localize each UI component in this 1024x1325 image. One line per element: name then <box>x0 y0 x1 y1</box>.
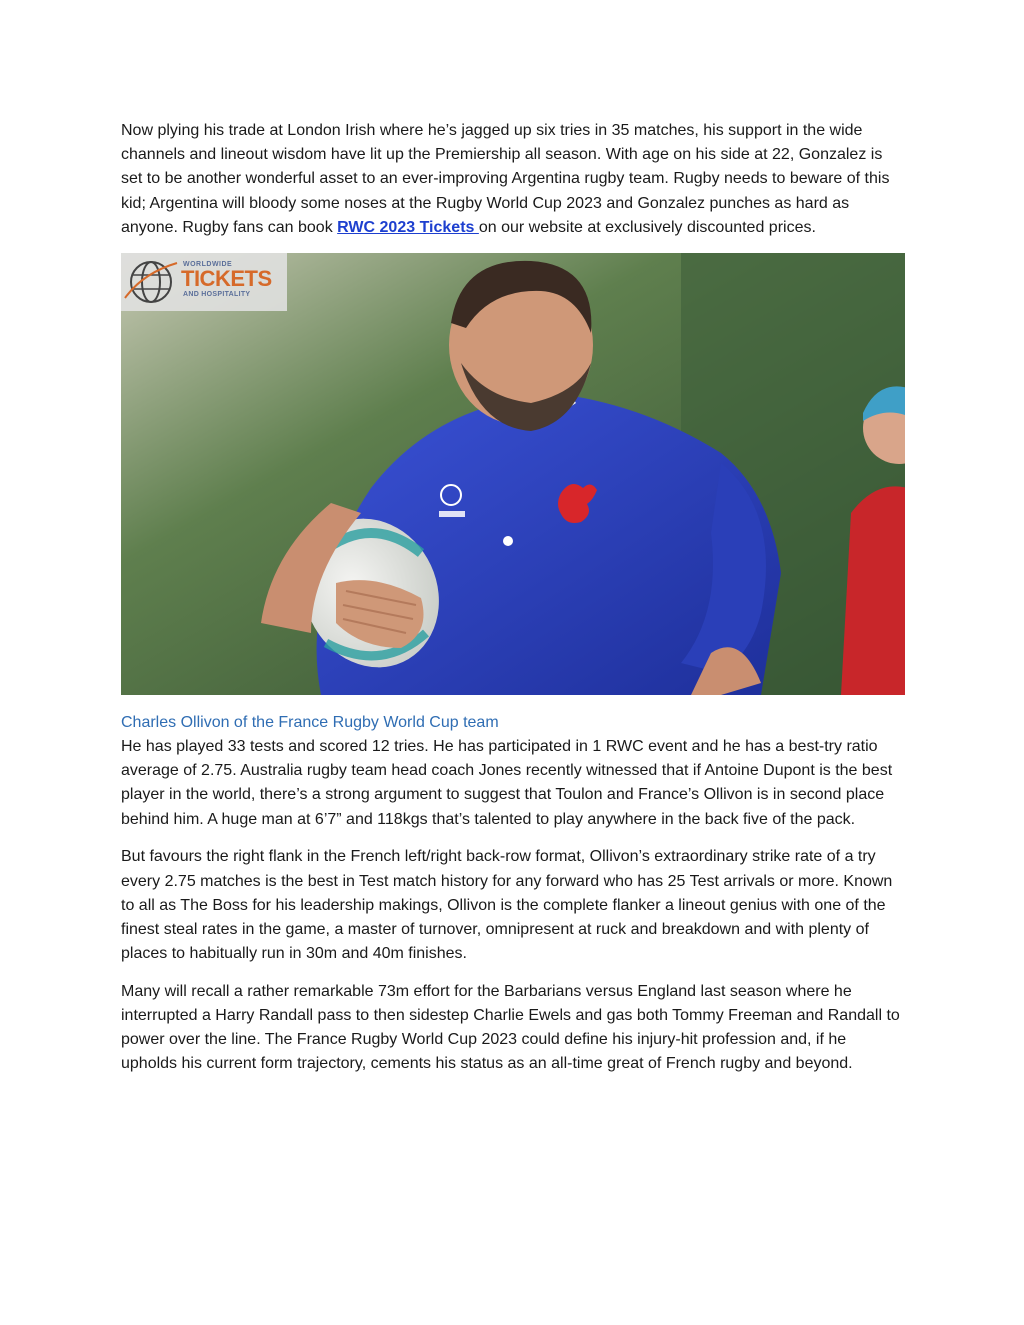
worldwide-tickets-logo <box>121 253 287 311</box>
logo-line-3: AND HOSPITALITY <box>183 291 251 299</box>
paragraph-1: He has played 33 tests and scored 12 tries. He has participated in 1 RWC event and he has a best-try ratio average of 2.75. Australia rugby team head coach Jones recently witnessed that if Antoine Dupont is the best player in the world, there’s a strong argument to suggest that Toulon and France’s Ollivon is in second place behind him. A huge man at 6’7” and 118kgs that’s talented to play anywhere in the back five of the pack. <box>121 738 893 828</box>
rwc-tickets-link[interactable]: RWC 2023 Tickets <box>337 218 479 236</box>
player-photo-illustration <box>121 253 905 695</box>
intro-paragraph <box>121 119 905 240</box>
document-page <box>121 119 905 1077</box>
paragraph-3: Many will recall a rather remarkable 73m effort for the Barbarians versus England last season where he interrupted a Harry Randall pass to then sidestep Charlie Ewels and gas both Tommy Freeman and Randall to power over the line. The France Rugby World Cup 2023 could define his injury-hit profession and, if he upholds his current form trajectory, cements his status as an all-time great of French rugby and beyond. <box>121 982 900 1073</box>
intro-text: Now plying his trade at London Irish where he’s jagged up six tries in 35 matches, his support in the wide channels and lineout wisdom have lit up the Premiership all season. With age on his side at 22, Gonzalez is set to be another wonderful asset to an ever-improving Argentina rugby team. Rugby needs to beware of this kid; Argentina will bloody some noses at the Rugby World Cup 2023 and Gonzalez punches as hard as anyone. Rugby fans can book <box>121 122 890 236</box>
globe-icon <box>123 253 179 311</box>
player-photo <box>121 253 905 695</box>
logo-line-2: TICKETS <box>181 266 272 292</box>
section-heading: Charles Ollivon of the France Rugby World Cup team <box>121 714 499 732</box>
paragraph-2: But favours the right flank in the French left/right back-row format, Ollivon’s extraordinary strike rate of a try every 2.75 matches is the best in Test match history for any forward who has 25 Test arrivals or more. Known to all as The Boss for his leadership makings, Ollivon is the complete flanker a lineout genius with one of the finest steal rates in the game, a master of turnover, omnipresent at ruck and breakdown and with plenty of places to habitually run in 30m and 40m finishes. <box>121 848 893 963</box>
intro-text-end: on our website at exclusively discounted prices. <box>478 218 816 236</box>
logo-line-1: WORLDWIDE <box>183 261 233 269</box>
